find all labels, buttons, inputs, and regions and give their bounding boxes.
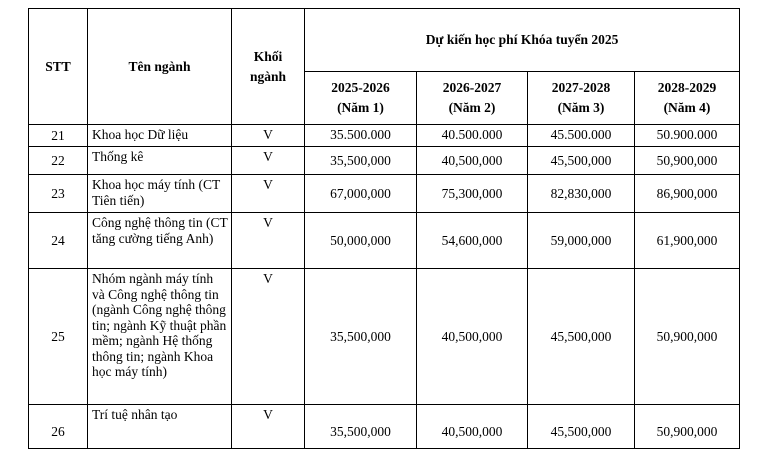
table-row <box>29 147 740 175</box>
row-fee-year-1: 50,000,000 <box>305 213 417 269</box>
row-name: Nhóm ngành máy tính và Công nghệ thông tin (ngành Công nghệ thông tin; ngành Kỹ thuật phần mềm; ngành Hệ thống thông tin; ngành Khoa học máy tính) <box>88 269 232 405</box>
header-year-4 <box>635 72 740 125</box>
row-name: Khoa học máy tính (CT Tiên tiến) <box>88 175 232 213</box>
header-year-1-label: (Năm 1) <box>337 100 384 115</box>
header-group-title: Dự kiến học phí Khóa tuyển 2025 <box>305 9 740 72</box>
row-fee-year-4: 86,900,000 <box>635 175 740 213</box>
row-fee-year-2: 40.500.000 <box>417 125 528 147</box>
table-row <box>29 175 740 213</box>
row-khoi: V <box>232 125 305 147</box>
header-khoi-line2: ngành <box>249 68 287 84</box>
header-stt: STT <box>29 9 88 125</box>
row-fee-year-2: 40,500,000 <box>417 269 528 405</box>
row-fee-year-2: 54,600,000 <box>417 213 528 269</box>
header-khoi-nganh <box>232 9 305 125</box>
row-fee-year-4: 50,900,000 <box>635 405 740 449</box>
header-year-4-label: (Năm 4) <box>663 100 711 115</box>
row-stt: 21 <box>29 125 88 147</box>
row-fee-year-4: 50.900.000 <box>635 125 740 147</box>
row-fee-year-2: 75,300,000 <box>417 175 528 213</box>
row-fee-year-2: 40,500,000 <box>417 405 528 449</box>
row-fee-year-1: 35.500.000 <box>305 125 417 147</box>
header-year-1 <box>305 72 417 125</box>
header-ten-nganh: Tên ngành <box>88 9 232 125</box>
row-fee-year-3: 45,500,000 <box>528 405 635 449</box>
row-fee-year-4: 50,900,000 <box>635 147 740 175</box>
table-row <box>29 125 740 147</box>
table-row <box>29 269 740 405</box>
row-stt: 25 <box>29 269 88 405</box>
header-year-1-range: 2025-2026 <box>331 80 390 95</box>
row-fee-year-3: 82,830,000 <box>528 175 635 213</box>
header-year-3 <box>528 72 635 125</box>
row-fee-year-1: 67,000,000 <box>305 175 417 213</box>
row-khoi: V <box>232 269 305 405</box>
header-year-3-range: 2027-2028 <box>551 80 611 95</box>
row-stt: 26 <box>29 405 88 449</box>
row-khoi: V <box>232 213 305 269</box>
table-row <box>29 213 740 269</box>
row-fee-year-3: 45,500,000 <box>528 269 635 405</box>
table-row <box>29 405 740 449</box>
header-year-2-label: (Năm 2) <box>448 100 496 115</box>
row-name: Công nghệ thông tin (CT tăng cường tiếng Anh) <box>88 213 232 269</box>
row-stt: 23 <box>29 175 88 213</box>
row-fee-year-3: 45.500.000 <box>528 125 635 147</box>
row-stt: 22 <box>29 147 88 175</box>
row-fee-year-3: 45,500,000 <box>528 147 635 175</box>
header-khoi-line1: Khối <box>253 48 283 64</box>
row-fee-year-1: 35,500,000 <box>305 147 417 175</box>
row-fee-year-1: 35,500,000 <box>305 405 417 449</box>
row-name: Trí tuệ nhân tạo <box>88 405 232 449</box>
tuition-table <box>28 8 740 449</box>
header-year-3-label: (Năm 3) <box>557 100 605 115</box>
row-fee-year-1: 35,500,000 <box>305 269 417 405</box>
row-fee-year-3: 59,000,000 <box>528 213 635 269</box>
row-khoi: V <box>232 147 305 175</box>
row-fee-year-4: 50,900,000 <box>635 269 740 405</box>
row-name: Khoa học Dữ liệu <box>88 125 232 147</box>
row-fee-year-2: 40,500,000 <box>417 147 528 175</box>
header-year-4-range: 2028-2029 <box>657 80 717 95</box>
header-year-2-range: 2026-2027 <box>442 80 502 95</box>
row-stt: 24 <box>29 213 88 269</box>
row-khoi: V <box>232 405 305 449</box>
row-name: Thống kê <box>88 147 232 175</box>
header-row-main <box>29 9 740 72</box>
row-khoi: V <box>232 175 305 213</box>
header-year-2 <box>417 72 528 125</box>
row-fee-year-4: 61,900,000 <box>635 213 740 269</box>
